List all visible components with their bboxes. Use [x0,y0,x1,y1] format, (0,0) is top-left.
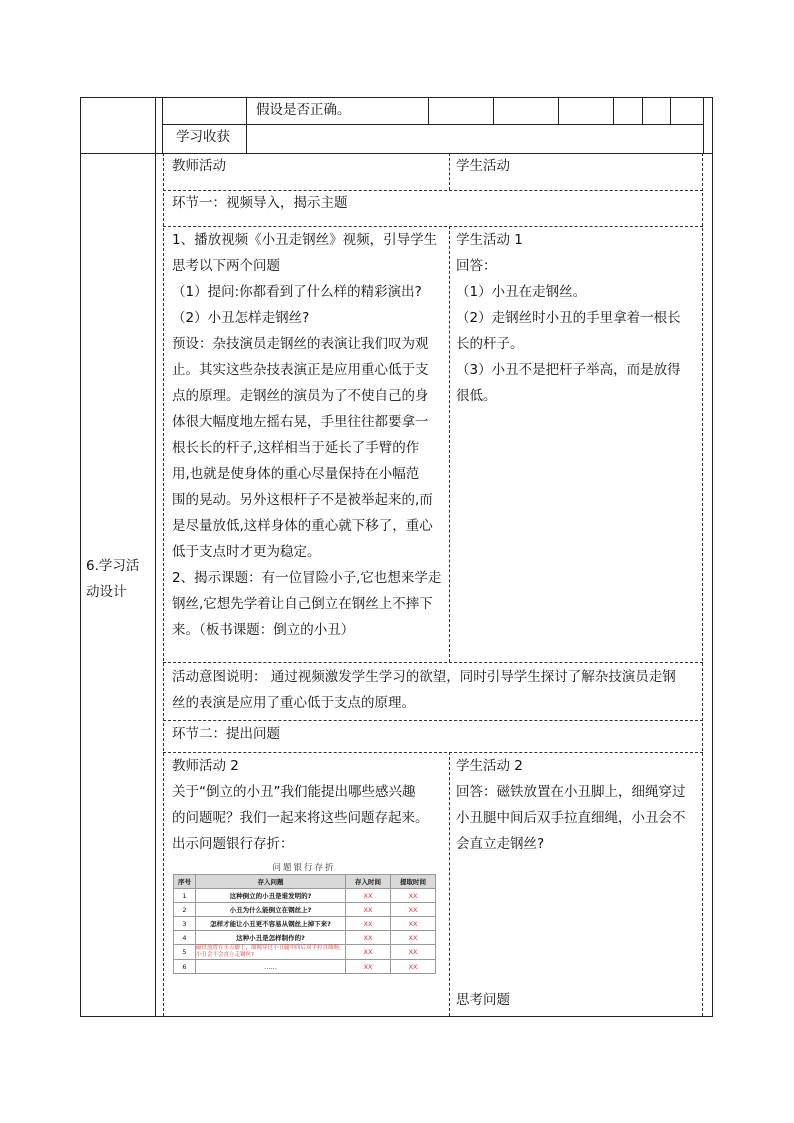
step2-title: 环节二：提出问题 [172,726,280,742]
header-withdraw-time: 提取时间 [391,875,436,889]
text-line: 根长长的杆子,这样相当于延长了手臂的作 [172,440,420,456]
text-line: 来。（板书课题：倒立的小丑） [172,622,355,638]
row-question: 怎样才能让小丑更不容易从钢丝上掉下来? [196,917,346,931]
section-label-line-1: 6.学习活 [86,558,140,574]
text-line: （3）小丑不是把杆子举高，而是放得 [456,362,681,378]
text-line: 关于“倒立的小丑”我们能提出哪些感兴趣 [172,784,416,800]
table-row [174,889,436,903]
text-line: 学生活动 1 [456,232,523,248]
nested-left-border [162,97,163,153]
text-line: 预设：杂技演员走钢丝的表演让我们叹为观 [172,336,429,352]
row-no: 6 [174,960,196,974]
inner-left-border [163,153,164,1016]
row-question: 这种倒立的小丑是谁发明的? [196,889,346,903]
question-bank-table [173,874,436,974]
row-deposit-time: XX [346,945,391,960]
row-deposit-time: XX [346,931,391,945]
step1-teacher-text [172,227,441,643]
text-line: 思考以下两个问题 [172,258,280,274]
row-withdraw-time: XX [391,889,436,903]
row-question: 小丑为什么能倒立在钢丝上? [196,903,346,917]
row-question: 这种小丑是怎样制作的? [196,931,346,945]
text-line: 会直立走钢丝? [456,836,545,852]
header-no: 序号 [174,875,196,889]
text-line: 出示问题银行存折： [172,836,294,852]
outer-left-border [80,97,81,1017]
text-line: （1）小丑在走钢丝。 [456,284,587,300]
text-line: 点的原理。走钢丝的演员为了不使自己的身 [172,388,429,404]
text-line: 教师活动 2 [172,758,239,774]
column-divider-2 [449,226,450,662]
question-bank-header-row [174,875,436,889]
nested-right-border [703,97,704,153]
row-no: 5 [174,945,196,960]
row-no: 2 [174,903,196,917]
row-deposit-time: XX [346,903,391,917]
text-line: （1）提问:你都看到了什么样的精彩演出? [172,284,422,300]
text-line: （2）走钢丝时小丑的手里拿着一根长 [456,310,681,326]
hypothesis-text: 假设是否正确。 [256,102,351,118]
step2-student-text [456,753,686,857]
row-withdraw-time: XX [391,903,436,917]
outer-top-border [80,97,713,98]
row-no: 1 [174,889,196,903]
header-question: 存入问题 [196,875,346,889]
column-divider-3 [449,752,450,1016]
nested-col-3 [493,97,494,125]
inner-right-border [702,153,703,1016]
section-label [86,553,139,605]
row-deposit-time: XX [346,889,391,903]
nested-col-4 [558,97,559,125]
text-line: 小丑腿中间后双手拉直细绳，小丑会不 [456,810,686,826]
nested-col-2 [428,97,429,125]
text-line: 围的晃动。另外这根杆子不是被举起来的,而 [172,492,433,508]
row-withdraw-time: XX [391,945,436,960]
row-withdraw-time: XX [391,960,436,974]
text-line: 低于支点时才更为稳定。 [172,544,321,560]
text-line: 学生活动 2 [456,758,523,774]
step1-intent [172,664,676,716]
outer-right-border [712,97,713,1017]
text-line: 止。其实这些杂技表演正是应用重心低于支 [172,362,429,378]
nested-col-1 [246,97,247,153]
text-line: 长的杆子。 [456,336,524,352]
text-line: （2）小丑怎样走钢丝? [172,310,310,326]
nested-col-7 [670,97,671,125]
outer-bottom-border [80,1016,713,1017]
row-withdraw-time: XX [391,931,436,945]
table-row [174,903,436,917]
column-divider-1 [449,153,450,190]
text-line: 是尽量放低,这样身体的重心就下移了，重心 [172,518,433,534]
text-line: 很低。 [456,388,497,404]
nested-col-5 [613,97,614,125]
row-no: 3 [174,917,196,931]
row-no: 4 [174,931,196,945]
row-withdraw-time: XX [391,917,436,931]
table-row [174,945,436,960]
text-line: 2、揭示课题：有一位冒险小子,它也想来学走 [172,570,442,586]
row-question: …… [196,960,346,974]
text-line: 回答： [456,258,497,274]
step2-teacher-text [172,753,429,857]
text-line: 活动意图说明： 通过视频激发学生学习的欲望，同时引导学生探讨了解杂技演员走钢 [172,669,676,685]
question-bank-caption: 问题银行存折 [272,863,336,873]
row-question: 磁铁放置在小丑脚上，细绳穿过小丑腿中间后双手拉直细绳，小丑会不会直立走钢丝? [196,945,345,958]
text-line: 钢丝,它想先学着让自己倒立在钢丝上不摔下 [172,596,433,612]
nested-row-divider [162,124,704,125]
label-column-divider [155,97,156,1017]
text-line: 回答：磁铁放置在小丑脚上，细绳穿过 [456,784,686,800]
text-line: 的问题呢？我们一起来将这些问题存起来。 [172,810,429,826]
step1-title: 环节一：视频导入，揭示主题 [172,195,348,211]
gain-label: 学习收获 [176,129,230,145]
section-label-line-2: 动设计 [86,584,127,600]
row-line-3 [163,662,703,663]
header-deposit-time: 存入时间 [346,875,391,889]
table-row [174,931,436,945]
table-row [174,960,436,974]
text-line: 1、播放视频《小丑走钢丝》视频，引导学生 [172,232,438,248]
think-question-label: 思考问题 [456,992,510,1008]
table-row [174,917,436,931]
nested-col-6 [642,97,643,125]
row-deposit-time: XX [346,960,391,974]
text-line: 体很大幅度地左摇右晃，手里往往都要拿一 [172,414,429,430]
text-line: 用,也就是使身体的重心尽量保持在小幅范 [172,466,420,482]
question-bank [173,862,435,974]
step1-student-text [456,227,681,409]
row-deposit-time: XX [346,917,391,931]
text-line: 丝的表演是应用了重心低于支点的原理。 [172,695,415,711]
teacher-header: 教师活动 [172,158,226,174]
student-header: 学生活动 [456,158,510,174]
